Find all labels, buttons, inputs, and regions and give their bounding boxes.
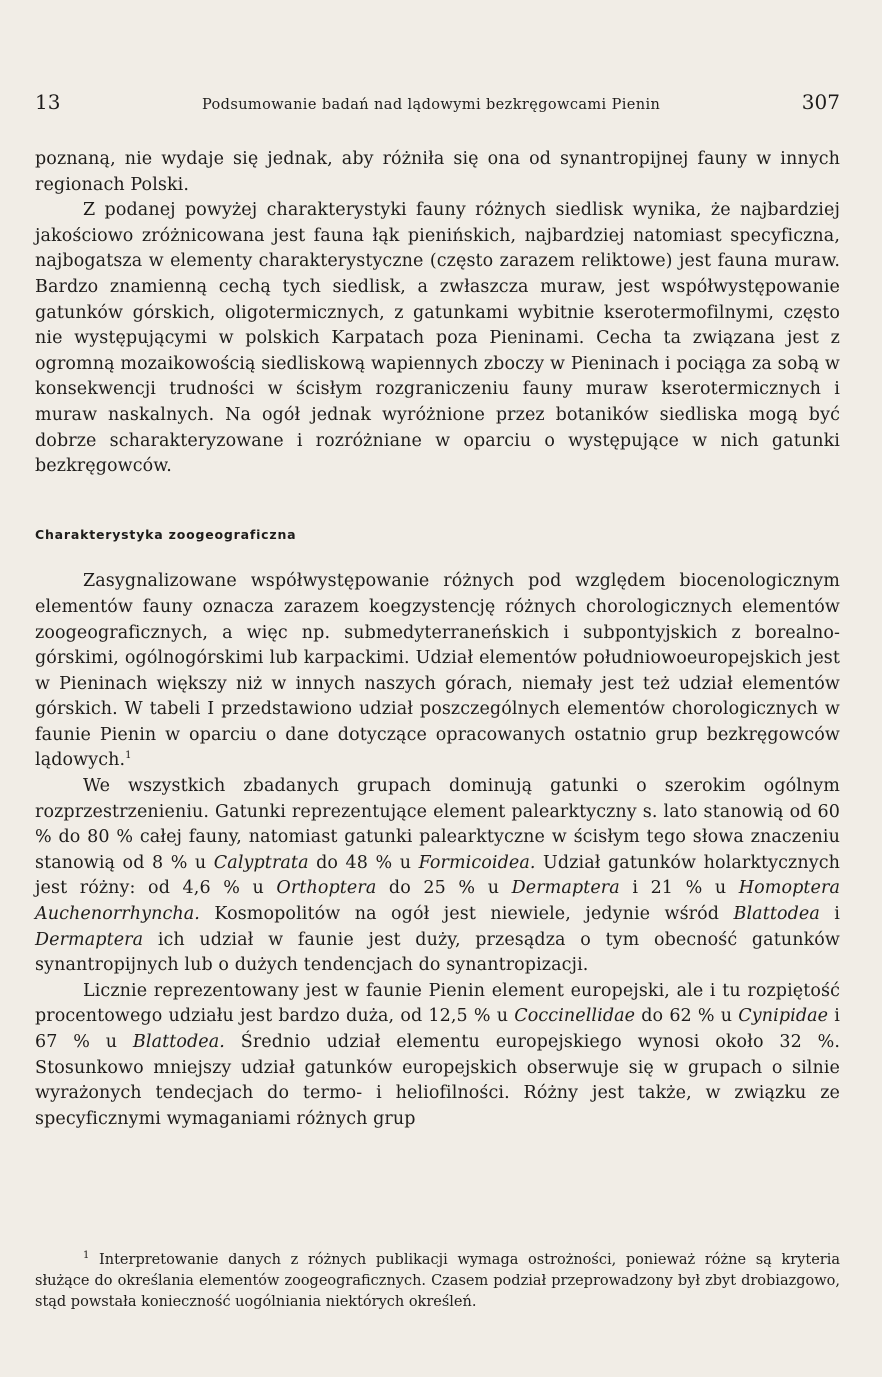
taxon-name: Dermaptera bbox=[35, 929, 144, 950]
text-run: i 21 % u bbox=[619, 878, 739, 899]
taxon-name: Blattodea bbox=[733, 904, 820, 925]
taxon-name: Homoptera Auchenorrhyncha. bbox=[35, 878, 840, 925]
paragraph-text: Zasygnalizowane współwystępowanie różnych pod względem biocenologicznym elementów fauny oznacza zarazem koegzystencję różnych chorologicznych elementów zoogeograficznych, a więc np. submedyterraneńskich i subpontyjskich z borealno-górskimi, ogólnogórskimi lub karpackimi. Udział elementów południowoeuropejskich jest w Pieninach większy niż w innych naszych górach, niemały jest też udział elementów górskich. W tabeli I przedstawiono udział poszczególnych elementów chorologicznych w faunie Pienin w oparciu o dane dotyczące opracowanych ostatnio grup bezkręgowców lądowych. bbox=[35, 571, 840, 771]
text-run: i bbox=[819, 904, 840, 925]
footnote-mark: 1 bbox=[83, 1250, 90, 1262]
taxon-name: Dermaptera bbox=[511, 878, 620, 899]
section-heading: Charakterystyka zoogeograficzna bbox=[35, 526, 297, 542]
taxon-name: Calyptrata bbox=[213, 852, 309, 873]
text-run: Średnio udział elementu europejskiego wynosi około 32 %. Stosunkowo mniejszy udział gatunków europejskich obserwuje się w grupach o silnie wyrażonych tendecjach do termo- i heliofilności. Różny jest także, w związku ze specyficznymi wymaganiami różnych grup bbox=[35, 1032, 840, 1129]
taxon-name: Coccinellidae bbox=[514, 1006, 636, 1027]
text-run: Licznie reprezentowany jest w faunie Pienin element europejski, ale i tu rozpiętość procentowego udziału jest bardzo duża, od 12,5 % u bbox=[35, 980, 840, 1027]
text-run: Udział gatunków holarktycznych jest różny: od 4,6 % u bbox=[35, 852, 840, 899]
text-run: We wszystkich zbadanych grupach dominują gatunki o szerokim ogólnym rozprzestrzenieniu. Gatunki reprezentujące element palearktyczny s. lato stanowią od 60 % do 80 % całej fauny, natomiast gatunki palearktyczne w ścisłym tego słowa znaczeniu stanowią od 8 % u bbox=[35, 776, 840, 873]
page-number: 307 bbox=[801, 90, 840, 114]
text-run: do 62 % u bbox=[635, 1006, 739, 1027]
chapter-number: 13 bbox=[35, 90, 61, 114]
paragraph-dominant-species bbox=[35, 774, 840, 979]
taxon-name: Blattodea. bbox=[132, 1032, 225, 1052]
text-run: do 25 % u bbox=[376, 878, 512, 899]
paragraph-habitats: Z podanej powyżej charakterystyki fauny różnych siedlisk wynika, że najbardziej jakościowo zróżnicowana jest fauna łąk pienińskich, najbardziej natomiast specyficzna, najbogatsza w elementy charakterystyczne (często zarazem reliktowe) jest fauna muraw. Bardzo znamienną cechą tych siedlisk, a zwłaszcza muraw, jest współwystępowanie gatunków górskich, oligotermicznych, z gatunkami wybitnie kserotermofilnymi, często nie występującymi w polskich Karpatach poza Pieninami. Cecha ta związana jest z ogromną mozaikowością siedliskową wapiennych zboczy w Pieninach i pociąga za sobą w konsekwencji trudności w ścisłym rozgraniczeniu fauny muraw kserotermicznych i muraw naskalnych. Na ogół jednak wyróżnione przez botaników siedliska mogą być dobrze scharakteryzowane i rozróżniane w oparciu o występujące w nich gatunki bezkręgowców. bbox=[35, 200, 840, 477]
paragraph-european-element bbox=[35, 979, 840, 1133]
footnote-text: Interpretowanie danych z różnych publikacji wymaga ostrożności, ponieważ różne są kryteria służące do określania elementów zoogeograficznych. Czasem podział przeprowadzony był zbyt drobiazgowo, stąd powstała konieczność uogólniania niektórych określeń. bbox=[35, 1252, 840, 1310]
text-run: ich udział w faunie jest duży, przesądza o tym obecność gatunków synantropijnych lub o dużych tendencjach do synantropizacji. bbox=[35, 929, 840, 976]
footnote bbox=[35, 1250, 840, 1312]
taxon-name: Formicoidea. bbox=[418, 852, 536, 873]
footnote-reference: 1 bbox=[125, 750, 132, 762]
taxon-name: Cynipidae bbox=[738, 1006, 829, 1027]
running-header bbox=[35, 90, 840, 116]
taxon-name: Orthoptera bbox=[276, 878, 377, 899]
text-run: i 67 % u bbox=[35, 1006, 840, 1052]
footnotes bbox=[35, 1250, 840, 1312]
running-title: Podsumowanie badań nad lądowymi bezkręgowcami Pienin bbox=[201, 97, 661, 113]
text-run: Kosmopolitów na ogół jest niewiele, jedynie wśród bbox=[199, 904, 734, 925]
text-run: do 48 % u bbox=[308, 852, 419, 873]
main-text bbox=[35, 147, 840, 1132]
paragraph-continued: poznaną, nie wydaje się jednak, aby różniła się ona od synantropijnej fauny w innych regionach Polski. bbox=[35, 149, 840, 195]
paragraph-zoogeography-intro bbox=[35, 569, 840, 774]
